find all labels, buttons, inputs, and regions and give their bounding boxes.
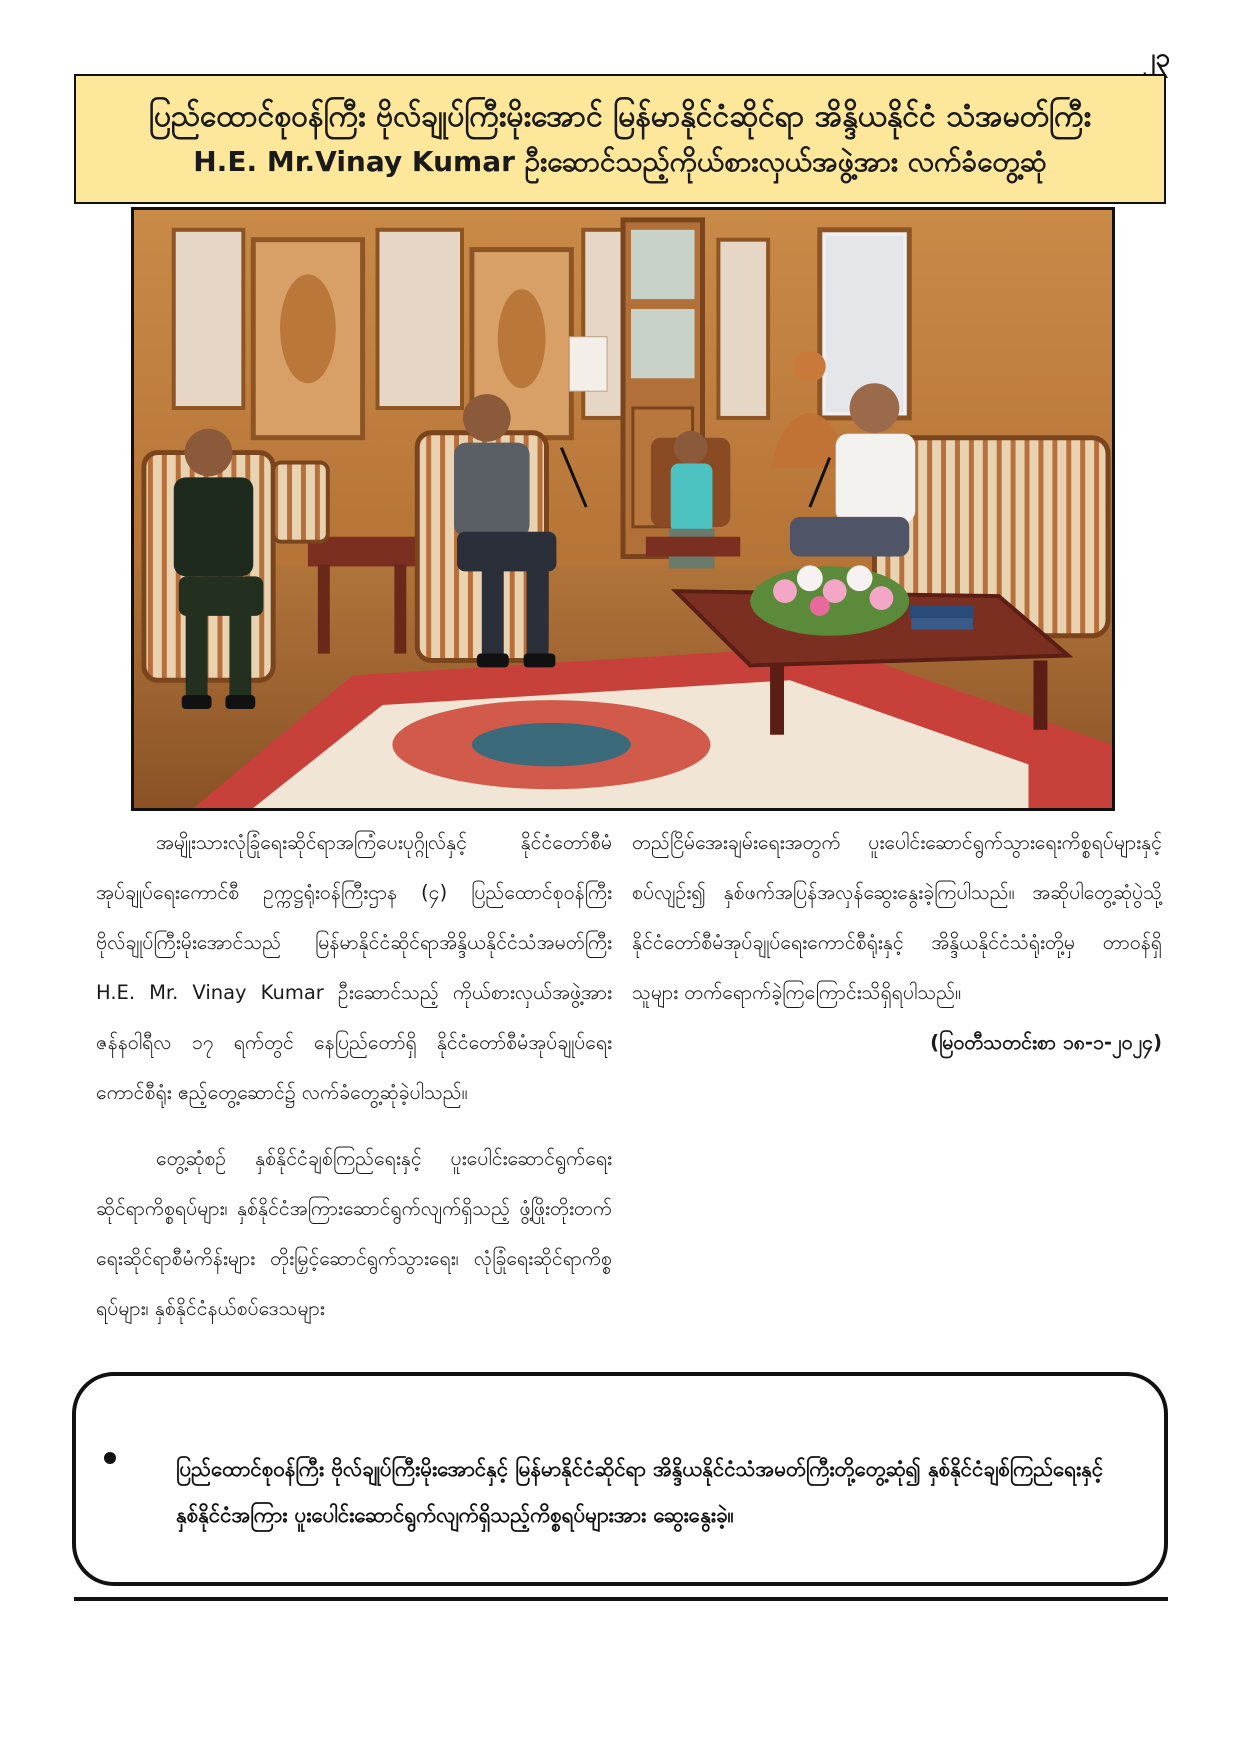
headline-box	[74, 74, 1166, 204]
summary-item: ပြည်ထောင်စုဝန်ကြီး ဗိုလ်ချုပ်ကြီးမိုးအောင်နှင့် မြန်မာနိုင်ငံဆိုင်ရာ အိန္ဒိယနိုင်ငံသံအမတ်ကြီးတို့တွေ့ဆုံ၍ နှစ်နိုင်ငံချစ်ကြည်ရေးနှင့် နှစ်နိုင်ငံအကြား ပူးပေါင်းဆောင်ရွက်လျက်ရှိသည့်ကိစ္စရပ်များအား ဆွေးနွေးခဲ့။	[176, 1457, 1104, 1527]
headline-line-2: H.E. Mr.Vinay Kumar ဦးဆောင်သည့်ကိုယ်စားလှယ်အဖွဲ့အား လက်ခံတွေ့ဆုံ	[193, 145, 1047, 178]
meeting-photo	[131, 207, 1115, 811]
article-paragraph: တည်ငြိမ်အေးချမ်းရေးအတွက် ပူးပေါင်းဆောင်ရွက်သွားရေးကိစ္စရပ်များနှင့်စပ်လျဉ်း၍ နှစ်ဖက်အပြန်အလှန်ဆွေးနွေးခဲ့ကြပါသည်။ အဆိုပါတွေ့ဆုံပွဲသို့ နိုင်ငံတော်စီမံအုပ်ချုပ်ရေးကောင်စီရုံးနှင့် အိန္ဒိယနိုင်ငံသံရုံးတို့မှ တာဝန်ရှိသူများ တက်ရောက်ခဲ့ကြကြောင်းသိရှိရပါသည်။	[632, 831, 1162, 1004]
article-source: (မြဝတီသတင်းစာ ၁၈-၁-၂၀၂၄)	[930, 1031, 1162, 1054]
page-number: ၂၃	[1142, 43, 1170, 73]
summary-box	[72, 1372, 1168, 1586]
article-right-column	[632, 818, 1162, 1068]
article-paragraph: အမျိုးသားလုံခြုံရေးဆိုင်ရာအကြံပေးပုဂ္ဂိုလ်နှင့် နိုင်ငံတော်စီမံအုပ်ချုပ်ရေးကောင်စီ ဥက္ကဋ္ဌရုံးဝန်ကြီးဌာန (၄) ပြည်ထောင်စုဝန်ကြီး ဗိုလ်ချုပ်ကြီးမိုးအောင်သည် မြန်မာနိုင်ငံဆိုင်ရာအိန္ဒိယနိုင်ငံသံအမတ်ကြီး H.E. Mr. Vinay Kumar ဦးဆောင်သည့် ကိုယ်စားလှယ်အဖွဲ့အား ဇန်နဝါရီလ ၁၇ ရက်တွင် နေပြည်တော်ရှိ နိုင်ငံတော်စီမံအုပ်ချုပ်ရေးကောင်စီရုံး ဧည့်တွေ့ဆောင်၌ လက်ခံတွေ့ဆုံခဲ့ပါသည်။	[96, 831, 612, 1104]
headline-line-1: ပြည်ထောင်စုဝန်ကြီး ဗိုလ်ချုပ်ကြီးမိုးအောင် မြန်မာနိုင်ငံဆိုင်ရာ အိန္ဒိယနိုင်ငံ သံအမတ်ကြီး	[148, 99, 1092, 134]
article-left-column	[96, 818, 612, 1334]
bottom-divider	[74, 1597, 1168, 1601]
meeting-photo-illustration	[134, 210, 1112, 808]
bullet-icon	[104, 1452, 116, 1464]
article-paragraph: တွေ့ဆုံစဉ် နှစ်နိုင်ငံချစ်ကြည်ရေးနှင့် ပူးပေါင်းဆောင်ရွက်ရေးဆိုင်ရာကိစ္စရပ်များ၊ နှစ်နိုင်ငံအကြားဆောင်ရွက်လျက်ရှိသည့် ဖွံ့ဖြိုးတိုးတက်ရေးဆိုင်ရာစီမံကိန်းများ တိုးမြှင့်ဆောင်ရွက်သွားရေး၊ လုံခြုံရေးဆိုင်ရာကိစ္စရပ်များ၊ နှစ်နိုင်ငံနယ်စပ်ဒေသများ	[96, 1147, 612, 1320]
